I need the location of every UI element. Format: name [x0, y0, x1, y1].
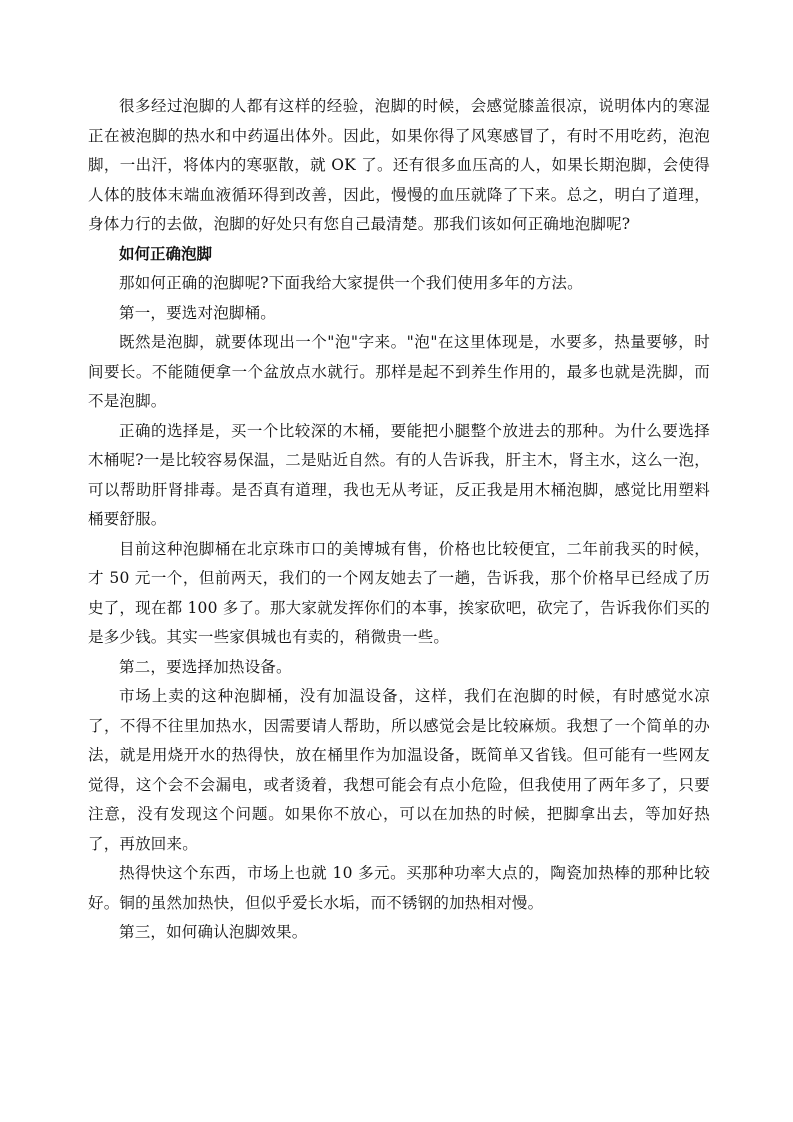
paragraph-soak-meaning: 既然是泡脚，就要体现出一个"泡"字来。"泡"在这里体现是，水要多，热量要够，时间要长。不能随便拿一个盆放点水就行。那样是起不到养生作用的，最多也就是洗脚，而不是泡脚。 — [88, 333, 710, 410]
section-heading: 如何正确泡脚 — [119, 244, 213, 263]
document-body — [88, 92, 710, 948]
step-three-heading: 第三，如何确认泡脚效果。 — [119, 923, 308, 941]
paragraph-where-to-buy: 目前这种泡脚桶在北京珠市口的美博城有售，价格也比较便宜，二年前我买的时候，才 50 元一个，但前两天，我们的一个网友她去了一趟，告诉我，那个价格早已经成了历史了，现在都 100 多了。那大家就发挥你们的本事，挨家砍吧，砍完了，告诉我你们买的是多少钱。其实一些家俱城也有卖的，稍微贵一些。 — [88, 539, 710, 646]
step-one-heading: 第一，要选对泡脚桶。 — [119, 303, 277, 322]
paragraph-heating-device: 市场上卖的这种泡脚桶，没有加温设备，这样，我们在泡脚的时候，有时感觉水凉了，不得不往里加热水，因需要请人帮助，所以感觉会是比较麻烦。我想了一个简单的办法，就是用烧开水的热得快，放在桶里作为加温设备，既简单又省钱。但可能有一些网友觉得，这个会不会漏电，或者烫着，我想可能会有点小危险，但我使用了两年多了，只要注意，没有发现这个问题。如果你不放心，可以在加热的时候，把脚拿出去，等加好热了，再放回来。 — [88, 687, 710, 853]
paragraph-intro: 那如何正确的泡脚呢?下面我给大家提供一个我们使用多年的方法。 — [119, 274, 583, 292]
step-two-heading: 第二，要选择加热设备。 — [119, 657, 292, 676]
paragraph-benefits: 很多经过泡脚的人都有这样的经验，泡脚的时候，会感觉膝盖很凉，说明体内的寒湿正在被泡脚的热水和中药逼出体外。因此，如果你得了风寒感冒了，有时不用吃药，泡泡脚，一出汗，将体内的寒驱散，就 OK 了。还有很多血压高的人，如果长期泡脚，会使得人体的肢体末端血液循环得到改善，因此，慢慢的血压就降了下来。总之，明白了道理，身体力行的去做，泡脚的好处只有您自己最清楚。那我们该如何正确地泡脚呢? — [88, 97, 710, 233]
paragraph-wooden-bucket: 正确的选择是，买一个比较深的木桶，要能把小腿整个放进去的那种。为什么要选择木桶呢?一是比较容易保温，二是贴近自然。有的人告诉我，肝主木，肾主水，这么一泡，可以帮助肝肾排毒。是否真有道理，我也无从考证，反正我是用木桶泡脚，感觉比用塑料桶要舒服。 — [88, 421, 710, 528]
paragraph-heater-price: 热得快这个东西，市场上也就 10 多元。买那种功率大点的，陶瓷加热棒的那种比较好。铜的虽然加热快，但似乎爱长水垢，而不锈钢的加热相对慢。 — [88, 864, 710, 912]
